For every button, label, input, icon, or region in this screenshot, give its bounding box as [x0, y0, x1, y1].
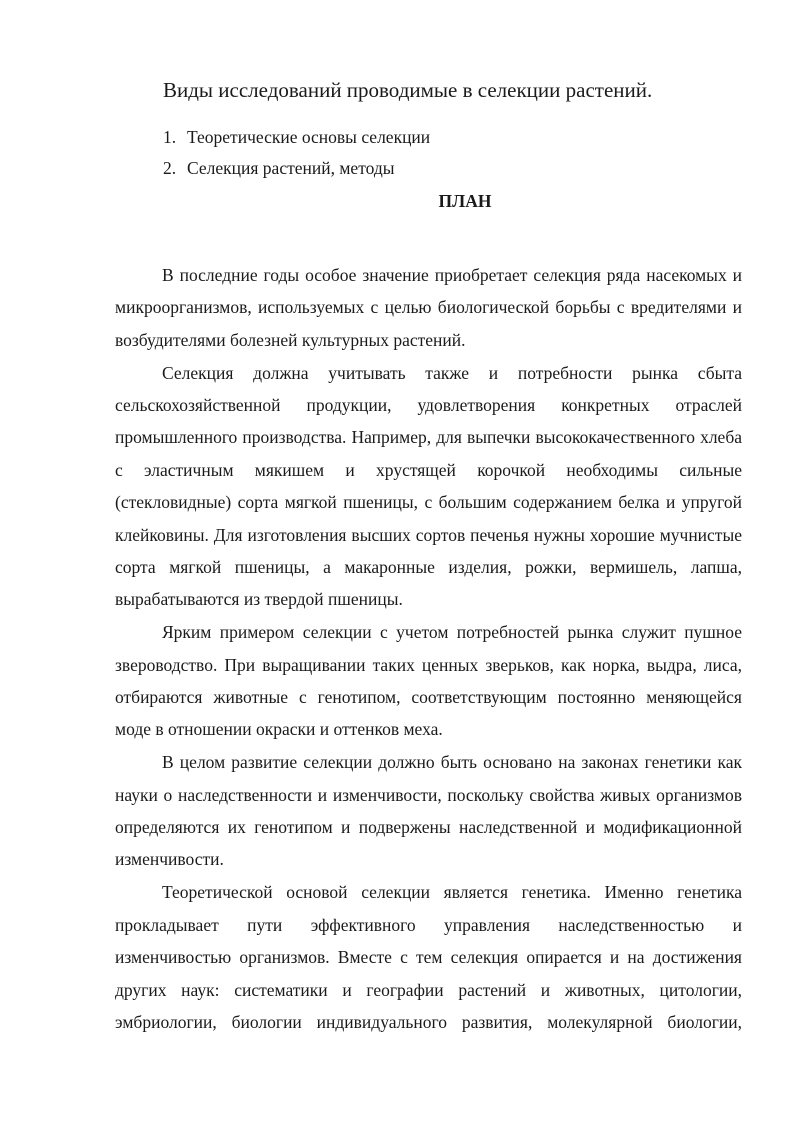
body-paragraph: Селекция должна учитывать также и потребности рынка сбыта сельскохозяйственной продукции, удовлетворения конкретных отраслей промышленного производства. Например, для выпечки высококачественного хлеба с эластичным мякишем и хрустящей корочкой необходимы сильные (стекловидные) сорта мягкой пшеницы, с большим содержанием белка и упругой клейковины. Для изготовления высших сортов печенья нужны хорошие мучнистые сорта мягкой пшеницы, а макаронные изделия, рожки, вермишель, лапша, вырабатываются из твердой пшеницы. [115, 362, 742, 610]
toc-item-text: Теоретические основы селекции [187, 127, 431, 147]
toc-item-text: Селекция растений, методы [187, 158, 395, 178]
toc-item [163, 153, 430, 184]
body-paragraph: В целом развитие селекции должно быть основано на законах генетики как науки о наследственности и изменчивости, поскольку свойства живых организмов определяются их генотипом и подвержены наследственной и модификационной изменчивости. [115, 752, 742, 870]
body-paragraph: Теоретической основой селекции является генетика. Именно генетика прокладывает пути эффективного управления наследственностью и изменчивостью организмов. Вместе с тем селекция опирается и на достижения других наук: систематики и географии растений и животных, цитологии, эмбриологии, биологии индивидуального развития, молекулярной биологии, [115, 882, 742, 1032]
body-paragraph: Ярким примером селекции с учетом потребностей рынка служит пушное звероводство. При выращивании таких ценных зверьков, как норка, выдра, лиса, отбираются животные с генотипом, соответствующим постоянно меняющейся моде в отношении окраски и оттенков меха. [115, 622, 742, 740]
document-body [115, 259, 742, 1039]
body-paragraph: В последние годы особое значение приобретает селекция ряда насекомых и микроорганизмов, используемых с целью биологической борьбы с вредителями и возбудителями болезней культурных растений. [115, 265, 742, 350]
plan-heading: ПЛАН [438, 191, 492, 211]
table-of-contents [163, 122, 430, 184]
toc-item-number: 2. [163, 158, 177, 178]
document-title: Виды исследований проводимые в селекции растений. [163, 78, 653, 102]
toc-item-number: 1. [163, 127, 177, 147]
toc-item [163, 122, 430, 153]
